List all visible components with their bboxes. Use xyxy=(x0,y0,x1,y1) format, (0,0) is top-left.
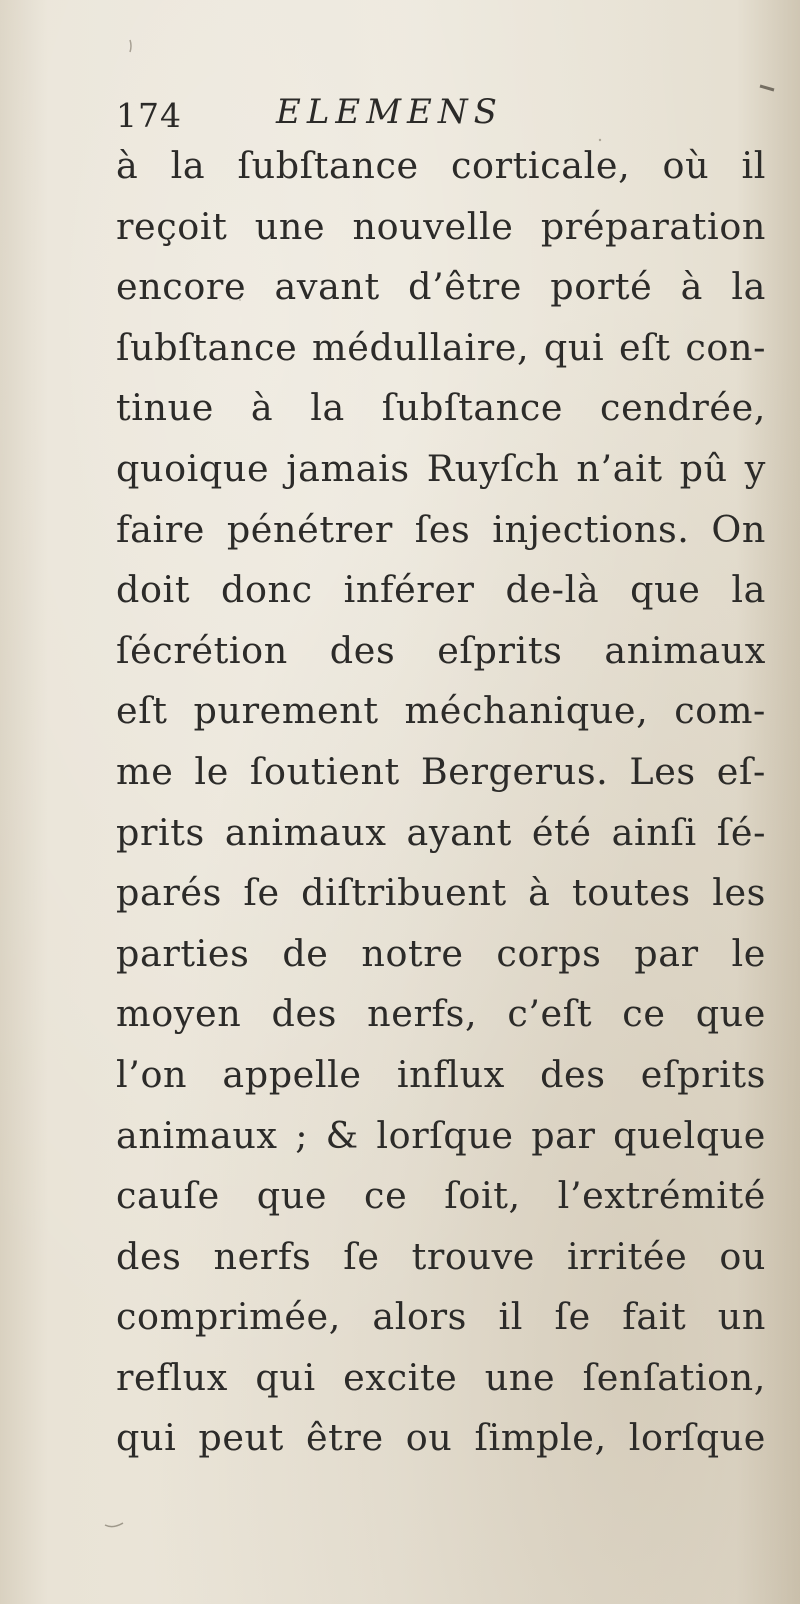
text-line: ſécrétion des eſprits animaux xyxy=(116,628,766,672)
text-line: l’on appelle influx des eſprits xyxy=(116,1052,766,1096)
text-line: ſubſtance médullaire, qui eſt con- xyxy=(116,325,766,369)
text-line: doit donc inférer de-là que la xyxy=(116,568,766,612)
text-line: faire pénétrer ſes injections. On xyxy=(116,507,766,551)
page-header xyxy=(116,92,740,138)
text-line: animaux ; & lorſque par quelque xyxy=(116,1113,766,1157)
text-line: à la ſubſtance corticale, où il xyxy=(116,144,766,187)
body-text xyxy=(116,136,766,1469)
text-line: me le ſoutient Bergerus. Les eſ- xyxy=(116,749,766,793)
text-line: parés ſe diſtribuent à toutes les xyxy=(116,871,766,915)
text-line: parties de notre corps par le xyxy=(116,931,766,975)
text-line: des nerfs ſe trouve irritée ou xyxy=(116,1234,766,1278)
page-number: 174 xyxy=(116,96,182,135)
text-line: encore avant d’être porté à la xyxy=(116,265,766,309)
text-line: reflux qui excite une ſenſation, xyxy=(116,1355,766,1399)
text-line: moyen des nerfs, c’eſt ce que xyxy=(116,992,766,1036)
text-line: qui peut être ou ſimple, lorſque xyxy=(116,1416,766,1460)
text-line: cauſe que ce ſoit, l’extrémité xyxy=(116,1174,766,1218)
text-line: comprimée, alors il ſe fait un xyxy=(116,1295,766,1339)
text-line: quoique jamais Ruyſch n’ait pû y xyxy=(116,446,766,490)
text-line: tinue à la ſubſtance cendrée, xyxy=(116,386,766,430)
text-line: prits animaux ayant été ainſi ſé- xyxy=(116,810,766,854)
running-head: ELEMENS xyxy=(276,92,503,132)
text-line: reçoit une nouvelle préparation xyxy=(116,204,766,248)
text-line: eſt purement méchanique, com- xyxy=(116,689,766,733)
